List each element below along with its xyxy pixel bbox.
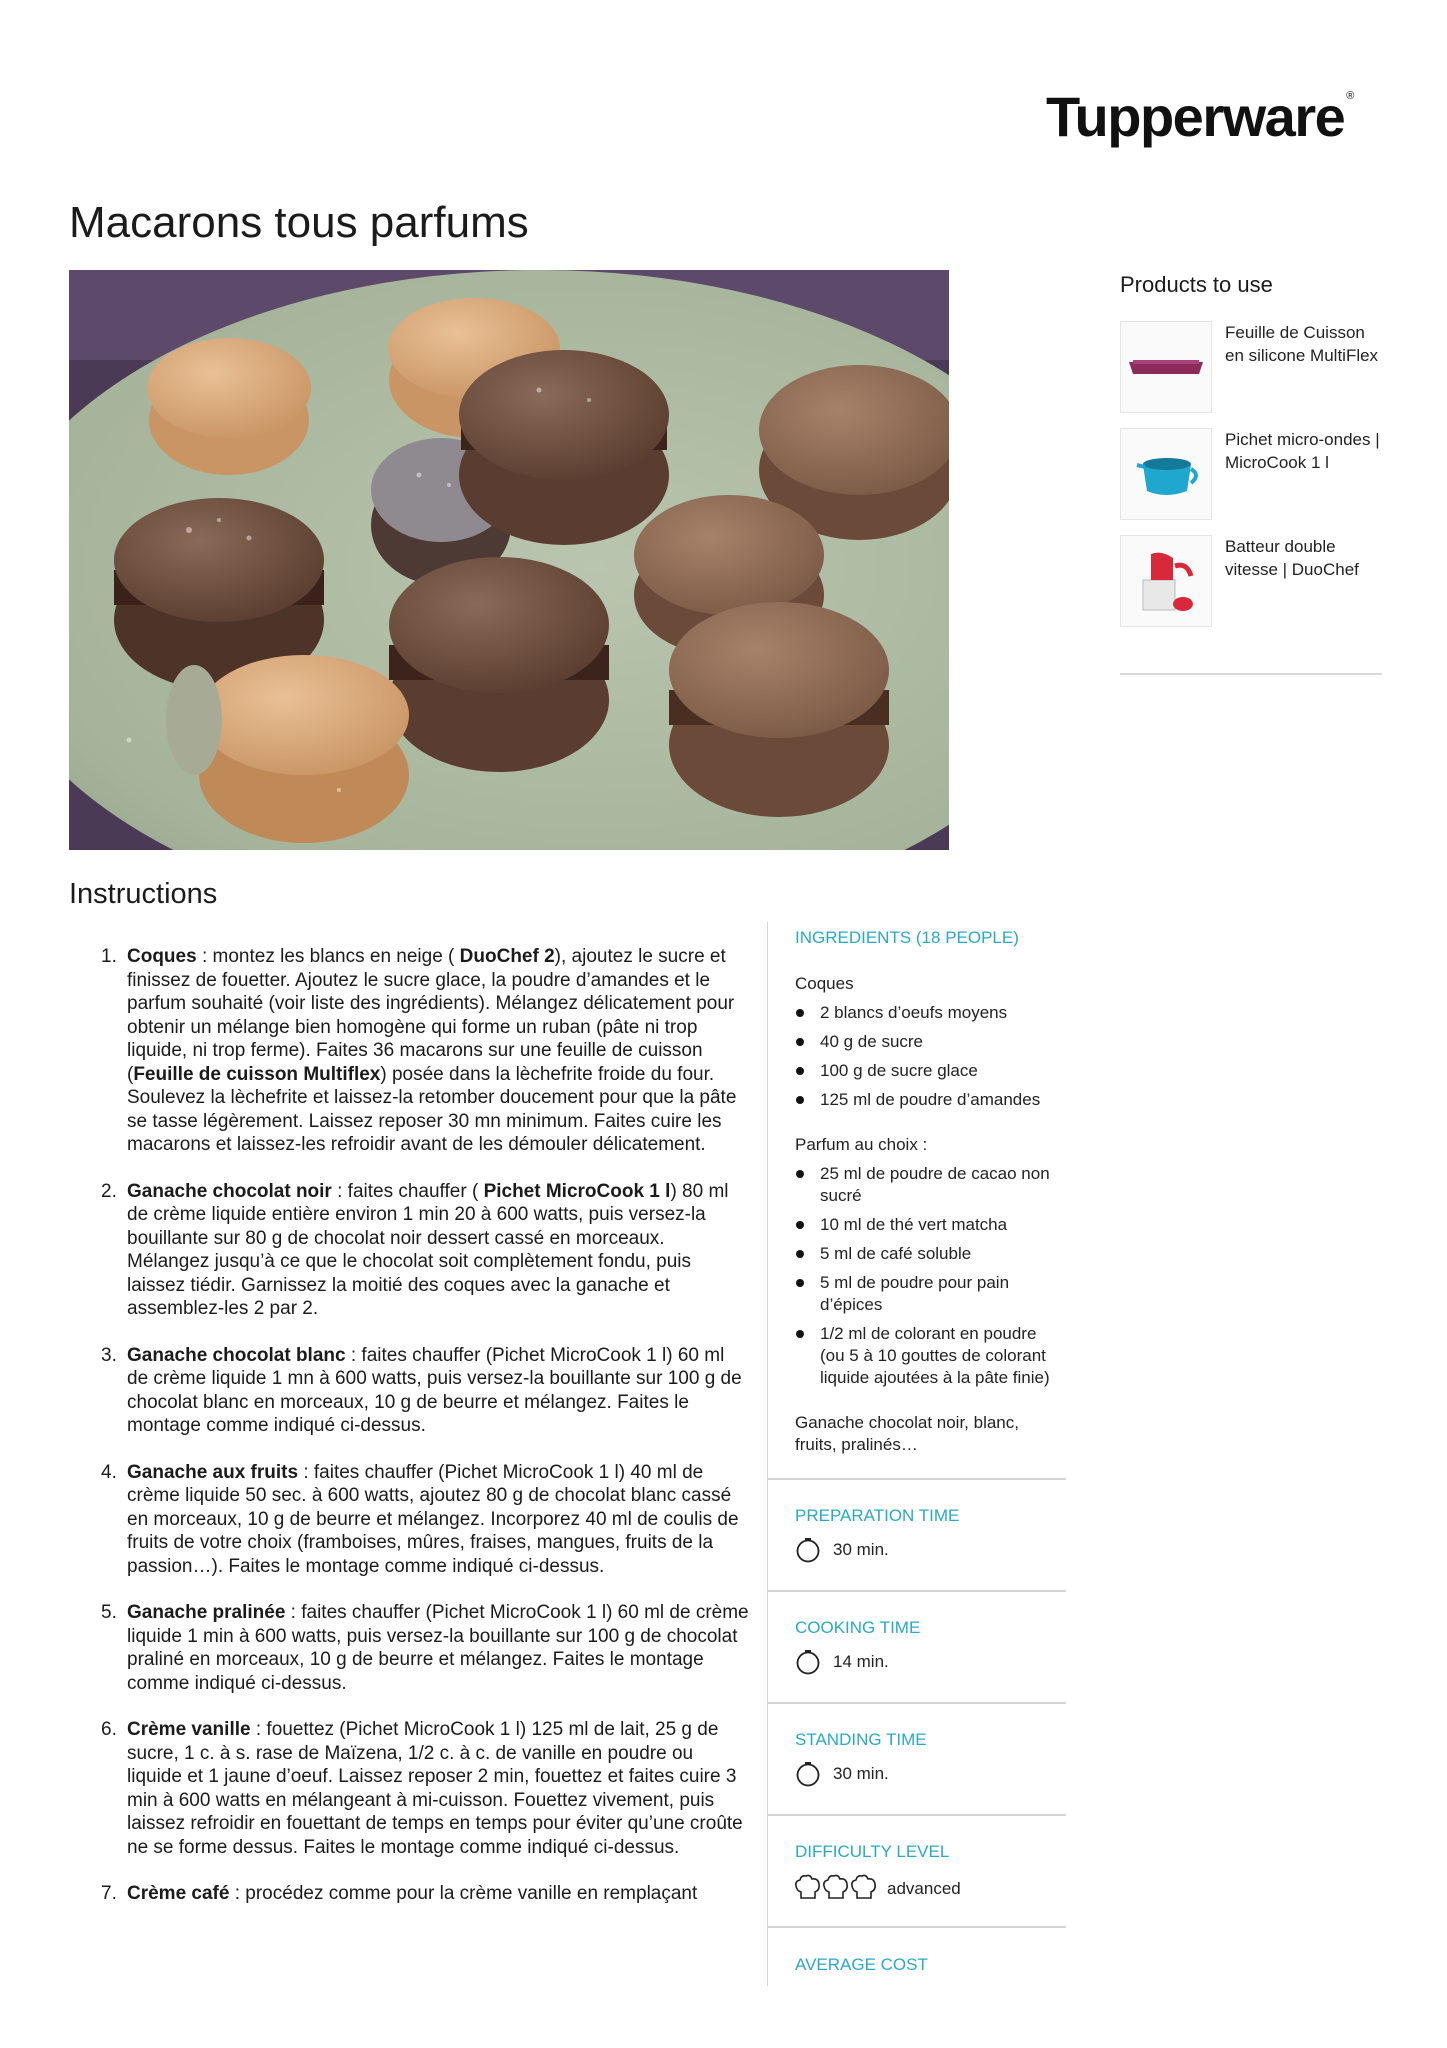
ingredients-list (795, 1163, 1065, 1396)
ingredient-item: 5 ml de café soluble (795, 1243, 1065, 1265)
ingredients-group-title: Parfum au choix : (795, 1135, 928, 1154)
ingredients-list (795, 1002, 1065, 1118)
step-keyword: Coques (127, 946, 197, 967)
timer-icon (795, 1649, 821, 1675)
step-keyword: Crème café (127, 1883, 230, 1904)
step-text: : faites chauffer ( (331, 1180, 484, 1202)
section-divider (768, 1926, 1066, 1928)
instruction-step (69, 1601, 749, 1695)
instruction-step (69, 1882, 749, 1906)
step-keyword: Ganache chocolat blanc (127, 1344, 346, 1366)
difficulty-value: advanced (887, 1879, 961, 1898)
step-number: 3. (101, 1344, 117, 1366)
instruction-step (69, 1344, 749, 1438)
instructions-heading: Instructions (69, 878, 218, 910)
step-keyword: Crème vanille (127, 1719, 251, 1740)
step-keyword: Ganache aux fruits (127, 1461, 299, 1483)
section-divider (768, 1590, 1066, 1592)
section-divider (768, 1702, 1066, 1704)
chef-hat-rating (795, 1872, 879, 1902)
step-text: : faites chauffer (Pichet MicroCook 1 l) 60 ml de crème liquide 1 mn à 600 watts, puis versez-la bouillante sur 100 g de chocolat blanc en morceaux, 10 g de beurre et mélangez. Faites le montage comme indiqué ci-dessus. (127, 1344, 742, 1436)
preparation-row (795, 1537, 1065, 1567)
product-item[interactable] (1120, 535, 1380, 627)
section-divider (768, 1814, 1066, 1816)
product-item[interactable] (1120, 321, 1380, 413)
cooking-value: 14 min. (833, 1652, 889, 1671)
step-text: ) posée dans la lèchefrite froide du four. Soulevez la lèchefrite et laissez-la retomber doucement pour que la pâte se tasse légèrement. Laissez reposer 30 mn minimum. Faites cuire les macarons et laissez-les refroidir avant de les démouler délicatement. (127, 1063, 737, 1155)
silicone-sheet-icon (1120, 321, 1212, 413)
standing-row (795, 1761, 1065, 1791)
product-name: Feuille de Cuisson en silicone MultiFlex (1225, 323, 1379, 365)
ingredient-item: 125 ml de poudre d’amandes (795, 1089, 1065, 1111)
instruction-step (69, 1180, 749, 1321)
step-text: ), ajoutez le sucre et finissez de fouetter. Ajoutez le sucre glace, la poudre d’amandes et le parfum souhaité (voir liste des ingrédients). Mélangez délicatement pour obtenir un mélange bien homogène qui forme un ruban (pâte ni trop liquide, ni trop ferme). Faites 36 macarons sur une feuille de cuisson ( (127, 946, 735, 1085)
standing-value: 30 min. (833, 1764, 889, 1783)
step-keyword: Ganache pralinée (127, 1602, 286, 1623)
instruction-step (69, 1718, 749, 1859)
product-name: Pichet micro-ondes | MicroCook 1 l (1225, 430, 1380, 472)
ingredient-item: 25 ml de poudre de cacao non sucré (795, 1163, 1065, 1207)
ingredients-group-title: Coques (795, 974, 854, 993)
difficulty-row (795, 1872, 1065, 1904)
brand-name: Tupperware (1046, 85, 1345, 148)
brand-logo (1046, 84, 1351, 149)
preparation-value: 30 min. (833, 1540, 889, 1559)
recipe-photo (69, 270, 949, 850)
instruction-step (69, 1461, 749, 1579)
ingredient-item: 10 ml de thé vert matcha (795, 1214, 1065, 1236)
cooking-heading: COOKING TIME (795, 1618, 921, 1637)
ingredients-note: Ganache chocolat noir, blanc, fruits, pralinés… (795, 1413, 1019, 1454)
step-keyword: Feuille de cuisson Multiflex (133, 1063, 381, 1085)
ingredient-item: 5 ml de poudre pour pain d’épices (795, 1272, 1065, 1316)
step-number: 4. (101, 1461, 117, 1483)
step-text: ) 80 ml de crème liquide entière environ 1 min 20 à 600 watts, puis versez-la bouillante sur 80 g de chocolat noir dessert cassé en morceaux. Mélangez jusqu’à ce que le chocolat soit complètement fondu, puis laissez tiédir. Garnissez la moitié des coques avec la ganache et assemblez-les 2 par 2. (127, 1180, 729, 1319)
microcook-pitcher-icon (1120, 428, 1212, 520)
product-item[interactable] (1120, 428, 1380, 520)
ingredient-item: 40 g de sucre (795, 1031, 1065, 1053)
timer-icon (795, 1537, 821, 1563)
ingredient-item: 100 g de sucre glace (795, 1060, 1065, 1082)
difficulty-heading: DIFFICULTY LEVEL (795, 1842, 950, 1861)
step-text: : faites chauffer (Pichet MicroCook 1 l) 40 ml de crème liquide 50 sec. à 600 watts, ajoutez 80 g de chocolat blanc cassé en morceaux, 10 g de beurre et mélangez. Incorporez 40 ml de coulis de fruits de votre choix (framboises, mûres, fraises, mangues, fruits de la passion…). Faites le montage comme indiqué ci-dessus. (127, 1461, 739, 1577)
standing-heading: STANDING TIME (795, 1730, 927, 1749)
step-number: 2. (101, 1180, 117, 1202)
instructions-list (69, 945, 749, 1929)
step-keyword: Pichet MicroCook 1 l (483, 1180, 671, 1202)
step-keyword: DuoChef 2 (459, 946, 555, 967)
product-name: Batteur double vitesse | DuoChef (1225, 537, 1359, 579)
ingredients-heading: INGREDIENTS (18 PEOPLE) (795, 928, 1019, 947)
products-divider (1120, 673, 1382, 675)
preparation-heading: PREPARATION TIME (795, 1506, 960, 1525)
step-keyword: Ganache chocolat noir (127, 1180, 332, 1202)
step-text: : fouettez (Pichet MicroCook 1 l) 125 ml de lait, 25 g de sucre, 1 c. à s. rase de Maïzena, 1/2 c. à c. de vanille en poudre ou liquide et 1 jaune d’oeuf. Laissez reposer 2 min, fouettez et faites cuire 3 min à 600 watts en mélangeant à mi-cuisson. Fouettez vivement, puis laissez refroidir en fouettant de temps en temps pour éviter qu’une croûte ne se forme dessus. Faites le montage comme indiqué ci-dessus. (127, 1719, 743, 1858)
step-number: 5. (101, 1602, 117, 1623)
timer-icon (795, 1761, 821, 1787)
step-text: : faites chauffer (Pichet MicroCook 1 l) 60 ml de crème liquide 1 min à 600 watts, puis versez-la bouillante sur 100 g de chocolat praliné en morceaux, 10 g de beurre et mélangez. Faites le montage comme indiqué ci-dessus. (127, 1602, 749, 1694)
step-text: : procédez comme pour la crème vanille en remplaçant (229, 1883, 698, 1904)
column-divider (767, 922, 768, 1986)
step-number: 1. (101, 946, 117, 967)
step-number: 6. (101, 1719, 117, 1740)
section-divider (768, 1478, 1066, 1480)
macarons-illustration (69, 270, 949, 850)
instruction-step (69, 945, 749, 1157)
registered-mark: ® (1346, 90, 1353, 102)
average-cost-heading: AVERAGE COST (795, 1955, 928, 1974)
ingredient-item: 1/2 ml de colorant en poudre (ou 5 à 10 gouttes de colorant liquide ajoutées à la pâte finie) (795, 1323, 1065, 1389)
ingredient-item: 2 blancs d’oeufs moyens (795, 1002, 1065, 1024)
recipe-title: Macarons tous parfums (69, 198, 529, 247)
step-text: : montez les blancs en neige ( (196, 946, 460, 967)
duochef-whisk-icon (1120, 535, 1212, 627)
products-heading: Products to use (1120, 272, 1273, 297)
cooking-row (795, 1649, 1065, 1679)
step-number: 7. (101, 1883, 117, 1904)
